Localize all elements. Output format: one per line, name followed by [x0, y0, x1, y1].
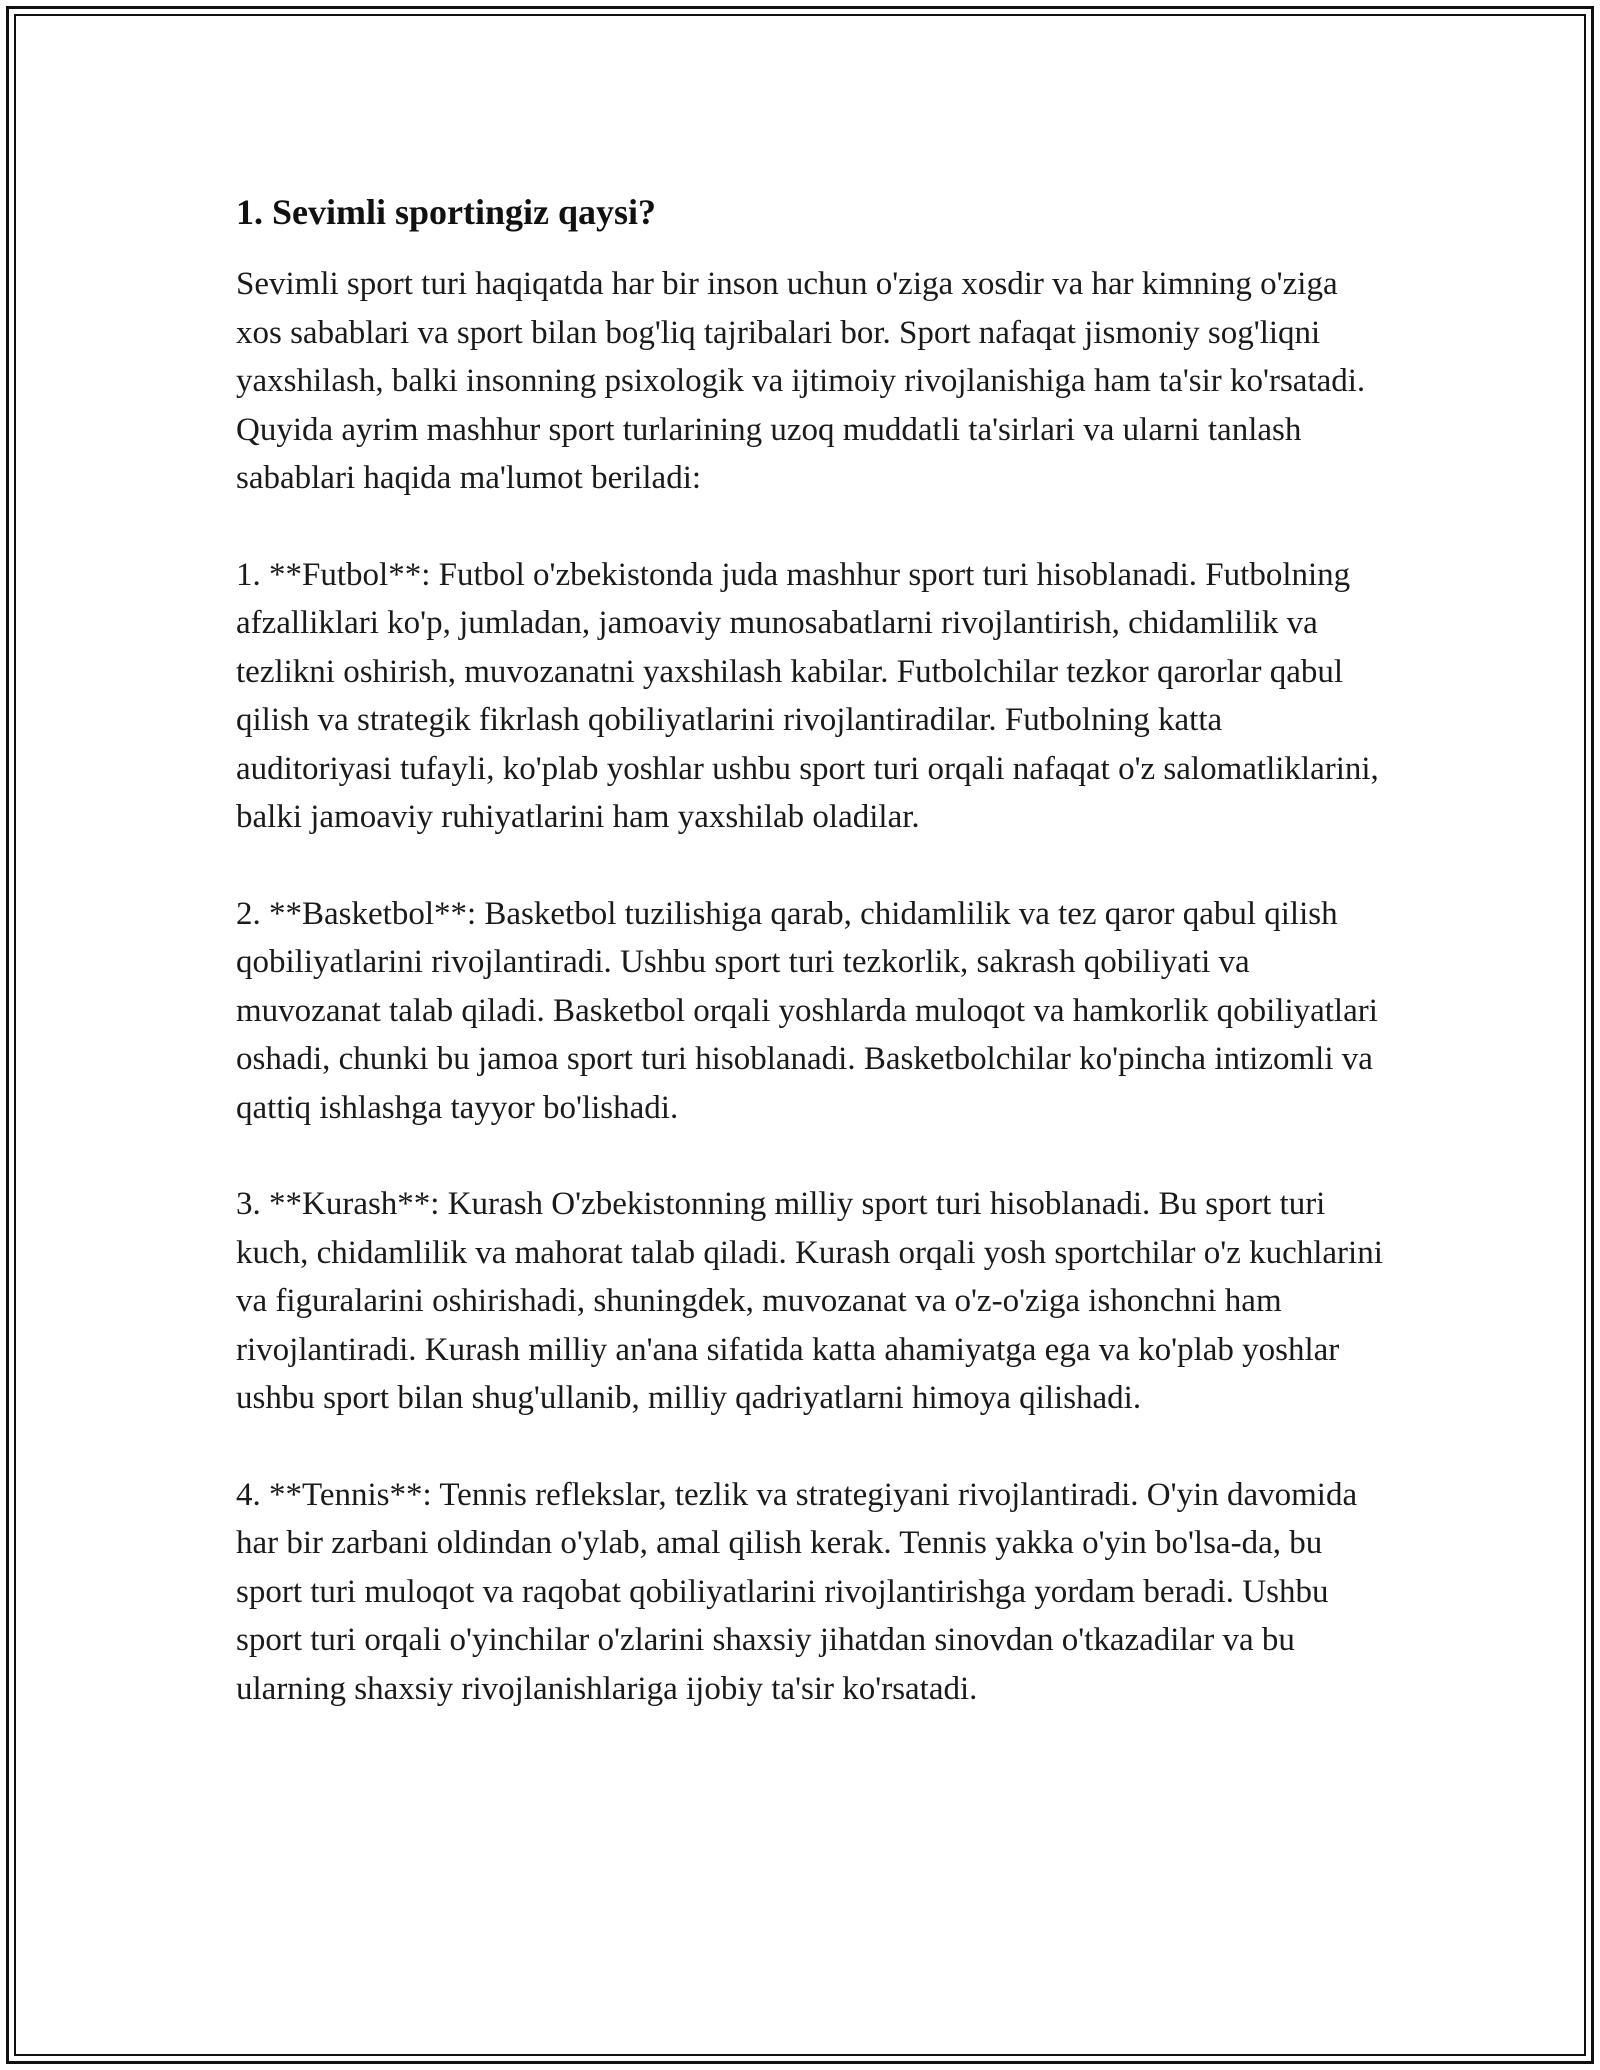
- basketball-paragraph: 2. **Basketbol**: Basketbol tuzilishiga qarab, chidamlilik va tez qaror qabul qilish qobiliyatlarini rivojlantiradi. Ushbu sport turi tezkorlik, sakrash qobiliyati va muvozanat talab qiladi. Basketbol orqali yoshlarda muloqot va hamkorlik qobiliyatlari oshadi, chunki bu jamoa sport turi hisoblanadi. Basketbolchilar ko'pincha intizomli va qattiq ishlashga tayyor bo'lishadi.: [236, 895, 1378, 1126]
- football-paragraph: 1. **Futbol**: Futbol o'zbekistonda juda mashhur sport turi hisoblanadi. Futbolning afzalliklari ko'p, jumladan, jamoaviy munosabatlarni rivojlantirish, chidamlilik va tezlikni oshirish, muvozanatni yaxshilash kabilar. Futbolchilar tezkor qarorlar qabul qilish va strategik fikrlash qobiliyatlarini rivojlantiradilar. Futbolning katta auditoriyasi tufayli, ko'plab yoshlar ushbu sport turi orqali nafaqat o'z salomatliklarini, balki jamoaviy ruhiyatlarini ham yaxshilab oladilar.: [236, 556, 1379, 835]
- intro-paragraph: Sevimli sport turi haqiqatda har bir inson uchun o'ziga xosdir va har kimning o'ziga xos sabablari va sport bilan bog'liq tajribalari bor. Sport nafaqat jismoniy sog'liqni yaxshilash, balki insonning psixologik va ijtimoiy rivojlanishiga ham ta'sir ko'rsatadi. Quyida ayrim mashhur sport turlarining uzoq muddatli ta'sirlari va ularni tanlash sabablari haqida ma'lumot beriladi:: [236, 266, 1366, 496]
- tennis-paragraph: 4. **Tennis**: Tennis reflekslar, tezlik va strategiyani rivojlantiradi. O'yin davomida har bir zarbani oldindan o'ylab, amal qilish kerak. Tennis yakka o'yin bo'lsa-da, bu sport turi muloqot va raqobat qobiliyatlarini rivojlantirishga yordam beradi. Ushbu sport turi orqali o'yinchilar o'zlarini shaxsiy jihatdan sinovdan o'tkazadilar va bu ularning shaxsiy rivojlanishlariga ijobiy ta'sir ko'rsatadi.: [236, 1476, 1358, 1707]
- section-heading: 1. Sevimli sportingiz qaysi?: [236, 192, 657, 232]
- document-body: [236, 188, 1386, 1761]
- kurash-paragraph: 3. **Kurash**: Kurash O'zbekistonning milliy sport turi hisoblanadi. Bu sport turi kuch, chidamlilik va mahorat talab qiladi. Kurash orqali yosh sportchilar o'z kuchlarini va figuralarini oshirishadi, shuningdek, muvozanat va o'z-o'ziga ishonchni ham rivojlantiradi. Kurash milliy an'ana sifatida katta ahamiyatga ega va ko'plab yoshlar ushbu sport bilan shug'ullanib, milliy qadriyatlarni himoya qilishadi.: [236, 1186, 1383, 1416]
